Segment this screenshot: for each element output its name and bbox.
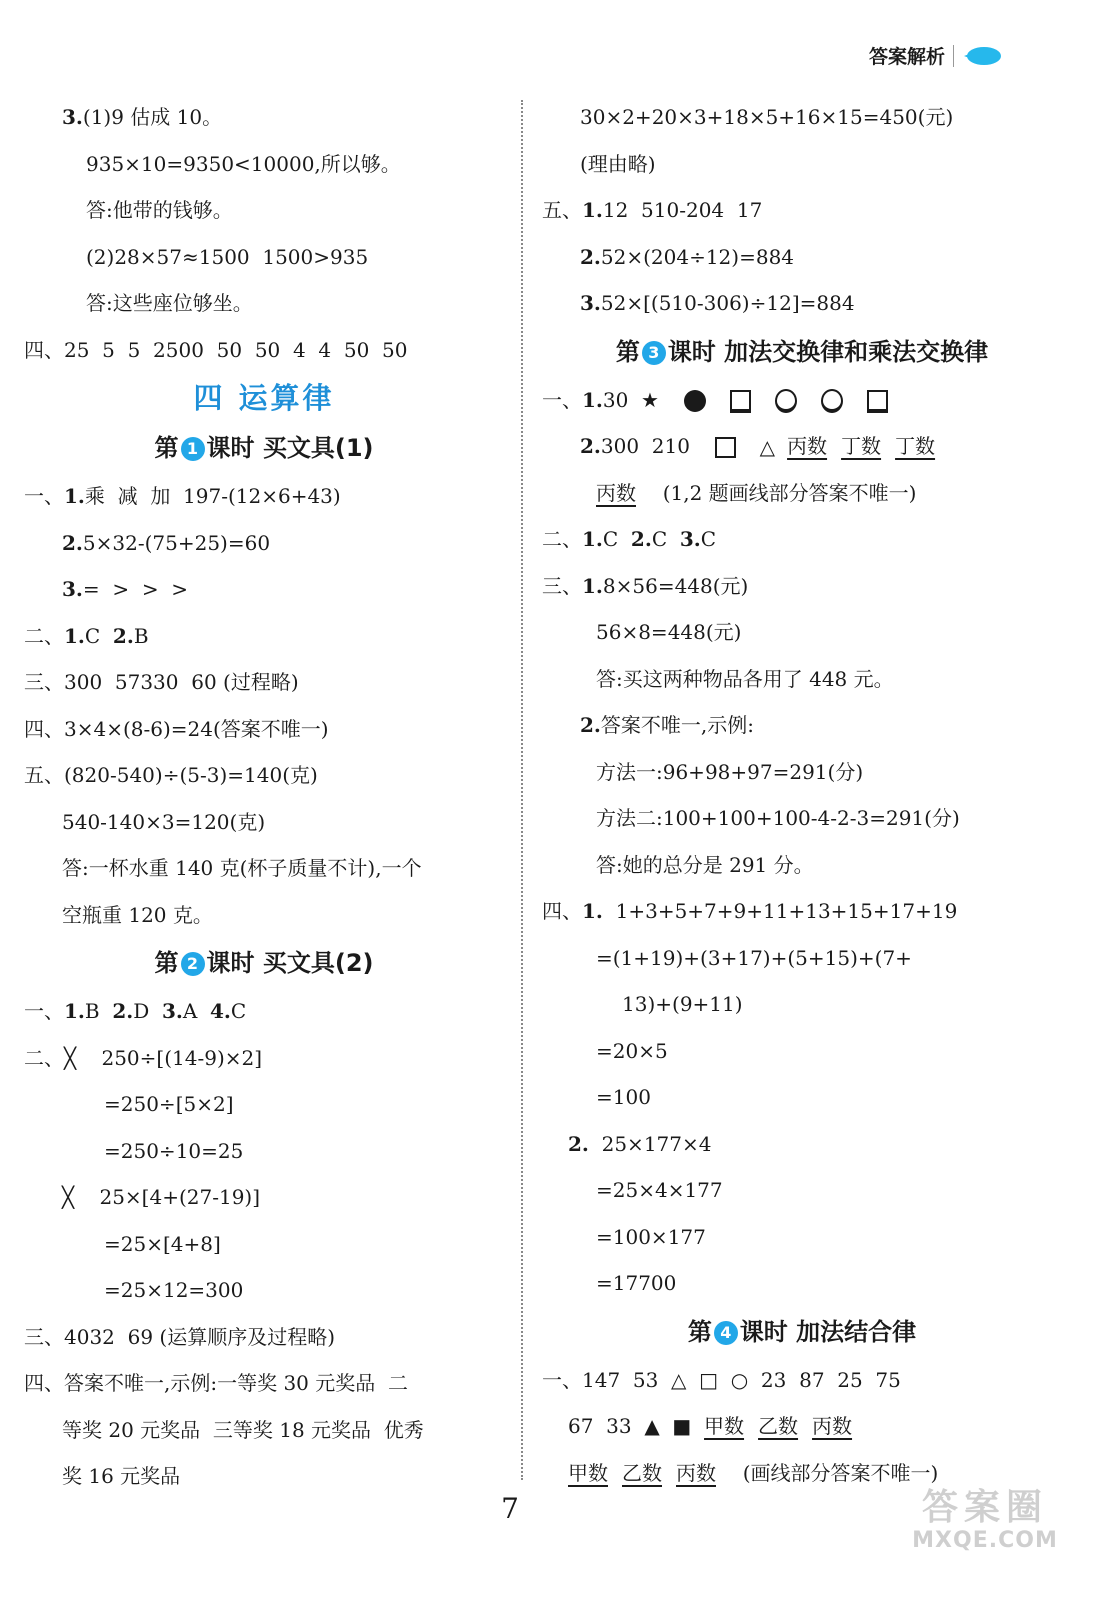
answer-line [24,280,504,327]
item-number: 2. [580,713,601,737]
answer-line [24,1081,504,1128]
answer-text: 8×56=448(元) [602,573,749,598]
answer-text: 25×177×4 [588,1131,712,1156]
underlined-circle-icon [775,389,797,413]
lesson-name: 课时 买文具(1) [206,434,374,462]
answer-text: B [84,999,113,1023]
underlined-answers [704,1414,866,1438]
section-marker: 一、 [24,999,64,1023]
answer-line [24,473,504,520]
answer-text: 五、(820-540)÷(5-3)=140(克) [24,763,318,787]
answer-line [542,234,1062,281]
item-number: 3. [62,577,83,601]
answer-line [24,327,504,374]
section-marker: 二、 [24,623,64,648]
left-column [24,94,504,1500]
answer-text: 空瓶重 120 克。 [62,902,213,927]
answer-line [24,752,504,799]
item-number: 1. [64,484,85,508]
item-number: 1. [64,999,85,1023]
right-column [542,94,1062,1496]
answer-text: 答:她的总分是 291 分。 [596,852,814,877]
underlined-answers [787,434,949,458]
answer-text: (画线部分答案不唯一) [730,1460,939,1485]
answer-text: 52×(204÷12)=884 [600,244,795,269]
answer-text: 答:买这两种物品各用了 448 元。 [596,666,894,691]
answer-text: 方法二:100+100+100-4-2-3=291(分) [596,806,960,830]
answer-line [24,1314,504,1361]
answer-line [542,795,1062,842]
answer-text: C [84,623,113,648]
answer-line [542,749,1062,796]
answer-text: C [602,527,631,551]
watermark [905,1488,1065,1554]
answer-line [24,988,504,1035]
item-number: 2. [62,530,83,555]
answer-line [542,94,1062,141]
answer-text: 四、答案不唯一,示例:一等奖 30 元奖品 二 [24,1371,408,1395]
answer-line [542,1121,1062,1168]
underlined-square-icon [867,390,888,413]
answer-text: 一、147 53 △ □ ○ 23 87 25 75 [542,1367,901,1392]
answer-text: 方法一:96+98+97=291(分) [596,759,864,784]
answer-line [24,892,504,939]
answer-line [542,1028,1062,1075]
answer-line [542,470,1062,517]
item-number: 1. [582,527,603,551]
answer-text: B [133,623,149,648]
filled-circle-icon [684,390,706,412]
answer-text: (理由略) [580,151,656,176]
answer-line [542,935,1062,982]
underlined-answer: 丙数 [787,434,828,458]
page-header [869,42,1002,69]
underlined-answer: 丙数 [596,480,636,505]
underlined-answer: 乙数 [758,1414,799,1438]
answer-text: ╳ 25×[4+(27-19)] [62,1185,261,1209]
lesson-number-badge: 1 [181,437,205,461]
underlined-answer: 甲数 [568,1460,608,1485]
item-number: 1. [64,623,85,648]
answer-text: 奖 16 元奖品 [62,1464,181,1488]
answer-line [24,1407,504,1454]
section-marker: 二、 [542,527,582,551]
answer-text: =25×12=300 [104,1278,244,1302]
answer-line [24,1267,504,1314]
answer-text: D [133,999,162,1023]
lesson-name: 课时 加法交换律和乘法交换律 [667,337,989,366]
underlined-answers [596,481,650,505]
answer-line [542,563,1062,610]
lesson-title [24,423,504,473]
answer-text: (1,2 题画线部分答案不唯一) [650,480,917,505]
answer-text: =25×4×177 [596,1178,723,1202]
item-number: 2. [580,434,601,458]
answer-line [24,659,504,706]
answer-text: 935×10=9350<10000,所以够。 [86,151,401,176]
answer-text: 四、25 5 5 2500 50 50 4 4 50 50 [24,337,408,362]
answer-text: 30×2+20×3+18×5+16×15=450(元) [580,105,954,129]
lesson-name: 课时 加法结合律 [739,1317,917,1346]
underlined-answer: 甲数 [704,1414,745,1438]
underlined-answer: 丙数 [812,1414,853,1438]
watermark-text: 答案圈 [921,1487,1048,1528]
answer-line [24,1453,504,1500]
answer-text: 540-140×3=120(克) [62,809,266,834]
answer-text: 乘 减 加 197-(12×6+43) [84,484,341,508]
answer-line [542,1214,1062,1261]
answer-line [24,706,504,753]
answer-line [542,423,1062,470]
answer-line [542,656,1062,703]
answer-line [24,1221,504,1268]
answer-text: =17700 [596,1271,677,1295]
item-number: 3. [161,999,183,1023]
answer-line [542,1403,1062,1450]
answer-text: 67 33 ▲ ■ [568,1414,705,1438]
section-marker: 一、 [542,387,582,412]
answer-text: 答:这些座位够坐。 [86,291,253,315]
answer-text: =100 [596,1085,651,1109]
section-marker: 五、 [542,198,582,222]
item-number: 1. [582,387,603,412]
underlined-circle-icon [821,389,843,413]
item-number: 1. [582,899,603,923]
answer-line [542,1167,1062,1214]
answer-text: 300 210 [600,434,703,458]
answer-text: (1)9 估成 10。 [82,105,223,129]
answer-line [24,141,504,188]
answer-text: 56×8=448(元) [596,620,742,644]
answer-line [24,94,504,141]
lesson-number-badge: 3 [642,341,666,365]
section-marker: 一、 [24,484,64,508]
answer-text: =20×5 [596,1038,668,1063]
answer-text: 四、3×4×(8-6)=24(答案不唯一) [24,716,329,741]
item-number: 2. [112,623,134,648]
answer-line [24,613,504,660]
answer-line [542,842,1062,889]
answer-line [24,799,504,846]
answer-line [24,1128,504,1175]
lesson-number-badge: 4 [714,1321,738,1345]
lesson-name: 课时 买文具(2) [206,949,374,977]
answer-line [542,516,1062,563]
lesson-prefix: 第 [154,434,179,462]
square-icon [715,437,736,458]
answer-text: =250÷10=25 [104,1138,244,1163]
item-number: 2. [630,527,652,551]
answer-line [542,377,1062,424]
item-number: 3. [679,527,701,551]
answer-text: 二、╳ 250÷[(14-9)×2] [24,1045,263,1070]
answer-text: =250÷[5×2] [104,1092,234,1116]
answer-line [24,845,504,892]
answer-text: 三、4032 69 (运算顺序及过程略) [24,1324,336,1349]
lesson-title [542,1307,1062,1357]
answer-line [24,520,504,567]
lesson-number-badge: 2 [181,952,205,976]
lesson-prefix: 第 [615,337,640,366]
underlined-answer: 丁数 [841,434,882,458]
item-number: 3. [62,105,83,129]
answer-text: 答案不唯一,示例: [600,713,754,737]
underlined-answers [568,1461,730,1485]
column-divider [521,100,523,1480]
answer-text: 30 ★ [602,387,672,412]
item-number: 2. [112,999,134,1023]
answer-text: C [700,527,717,551]
answer-line [542,1260,1062,1307]
answer-text: A [182,999,211,1023]
answer-text: C [230,999,247,1023]
answer-line [542,888,1062,935]
answer-text: 52×[(510-306)÷12]=884 [600,291,855,315]
watermark-domain: MXQE.COM [912,1528,1058,1553]
answer-text: 1+3+5+7+9+11+13+15+17+19 [602,899,958,923]
header-leaf-icon [962,45,1002,67]
header-title: 答案解析 [868,46,945,68]
answer-line [542,609,1062,656]
answer-text: 答:一杯水重 140 克(杯子质量不计),一个 [62,856,422,880]
answer-text: =100×177 [596,1224,706,1249]
answer-line [542,141,1062,188]
answer-line [542,702,1062,749]
item-number: 2. [580,244,601,269]
answer-text: =25×[4+8] [104,1231,221,1256]
lesson-title [24,938,504,988]
answer-text: = > > > [82,577,189,601]
answer-line [24,1174,504,1221]
answer-text: =(1+19)+(3+17)+(5+15)+(7+ [596,945,912,970]
section-title: 四 运算律 [193,381,335,415]
answer-line [542,1074,1062,1121]
answer-text: 13)+(9+11) [622,992,743,1016]
underlined-square-icon [730,390,751,413]
item-number: 2. [568,1131,589,1156]
answer-line [24,1035,504,1082]
answer-line [542,187,1062,234]
underlined-answer: 乙数 [622,1460,662,1485]
answer-line [24,566,504,613]
header-divider [953,45,954,67]
answer-line [24,187,504,234]
section-marker: 四、 [542,899,582,923]
item-number: 1. [582,573,603,598]
answer-text: 等奖 20 元奖品 三等奖 18 元奖品 优秀 [62,1417,424,1442]
item-number: 4. [210,999,231,1023]
answer-text: 三、300 57330 60 (过程略) [24,670,299,694]
answer-line [24,1360,504,1407]
answer-text: (2)28×57≈1500 1500>935 [86,244,369,269]
underlined-answer: 丁数 [895,434,936,458]
answer-text: C [651,527,680,551]
answer-text: 12 510-204 17 [602,198,763,222]
answer-line [542,280,1062,327]
lesson-title [542,327,1062,377]
item-number: 1. [582,198,603,222]
page-number: 7 [501,1492,519,1525]
lesson-prefix: 第 [154,949,179,977]
answer-line [542,981,1062,1028]
section-marker: 三、 [542,573,582,598]
answer-text: 5×32-(75+25)=60 [82,530,271,555]
lesson-prefix: 第 [687,1317,712,1346]
item-number: 3. [580,291,601,315]
answer-text: 答:他带的钱够。 [86,198,233,222]
triangle-icon: △ [759,435,776,460]
underlined-answer: 丙数 [676,1460,716,1485]
answer-line [542,1357,1062,1404]
answer-line [24,234,504,281]
